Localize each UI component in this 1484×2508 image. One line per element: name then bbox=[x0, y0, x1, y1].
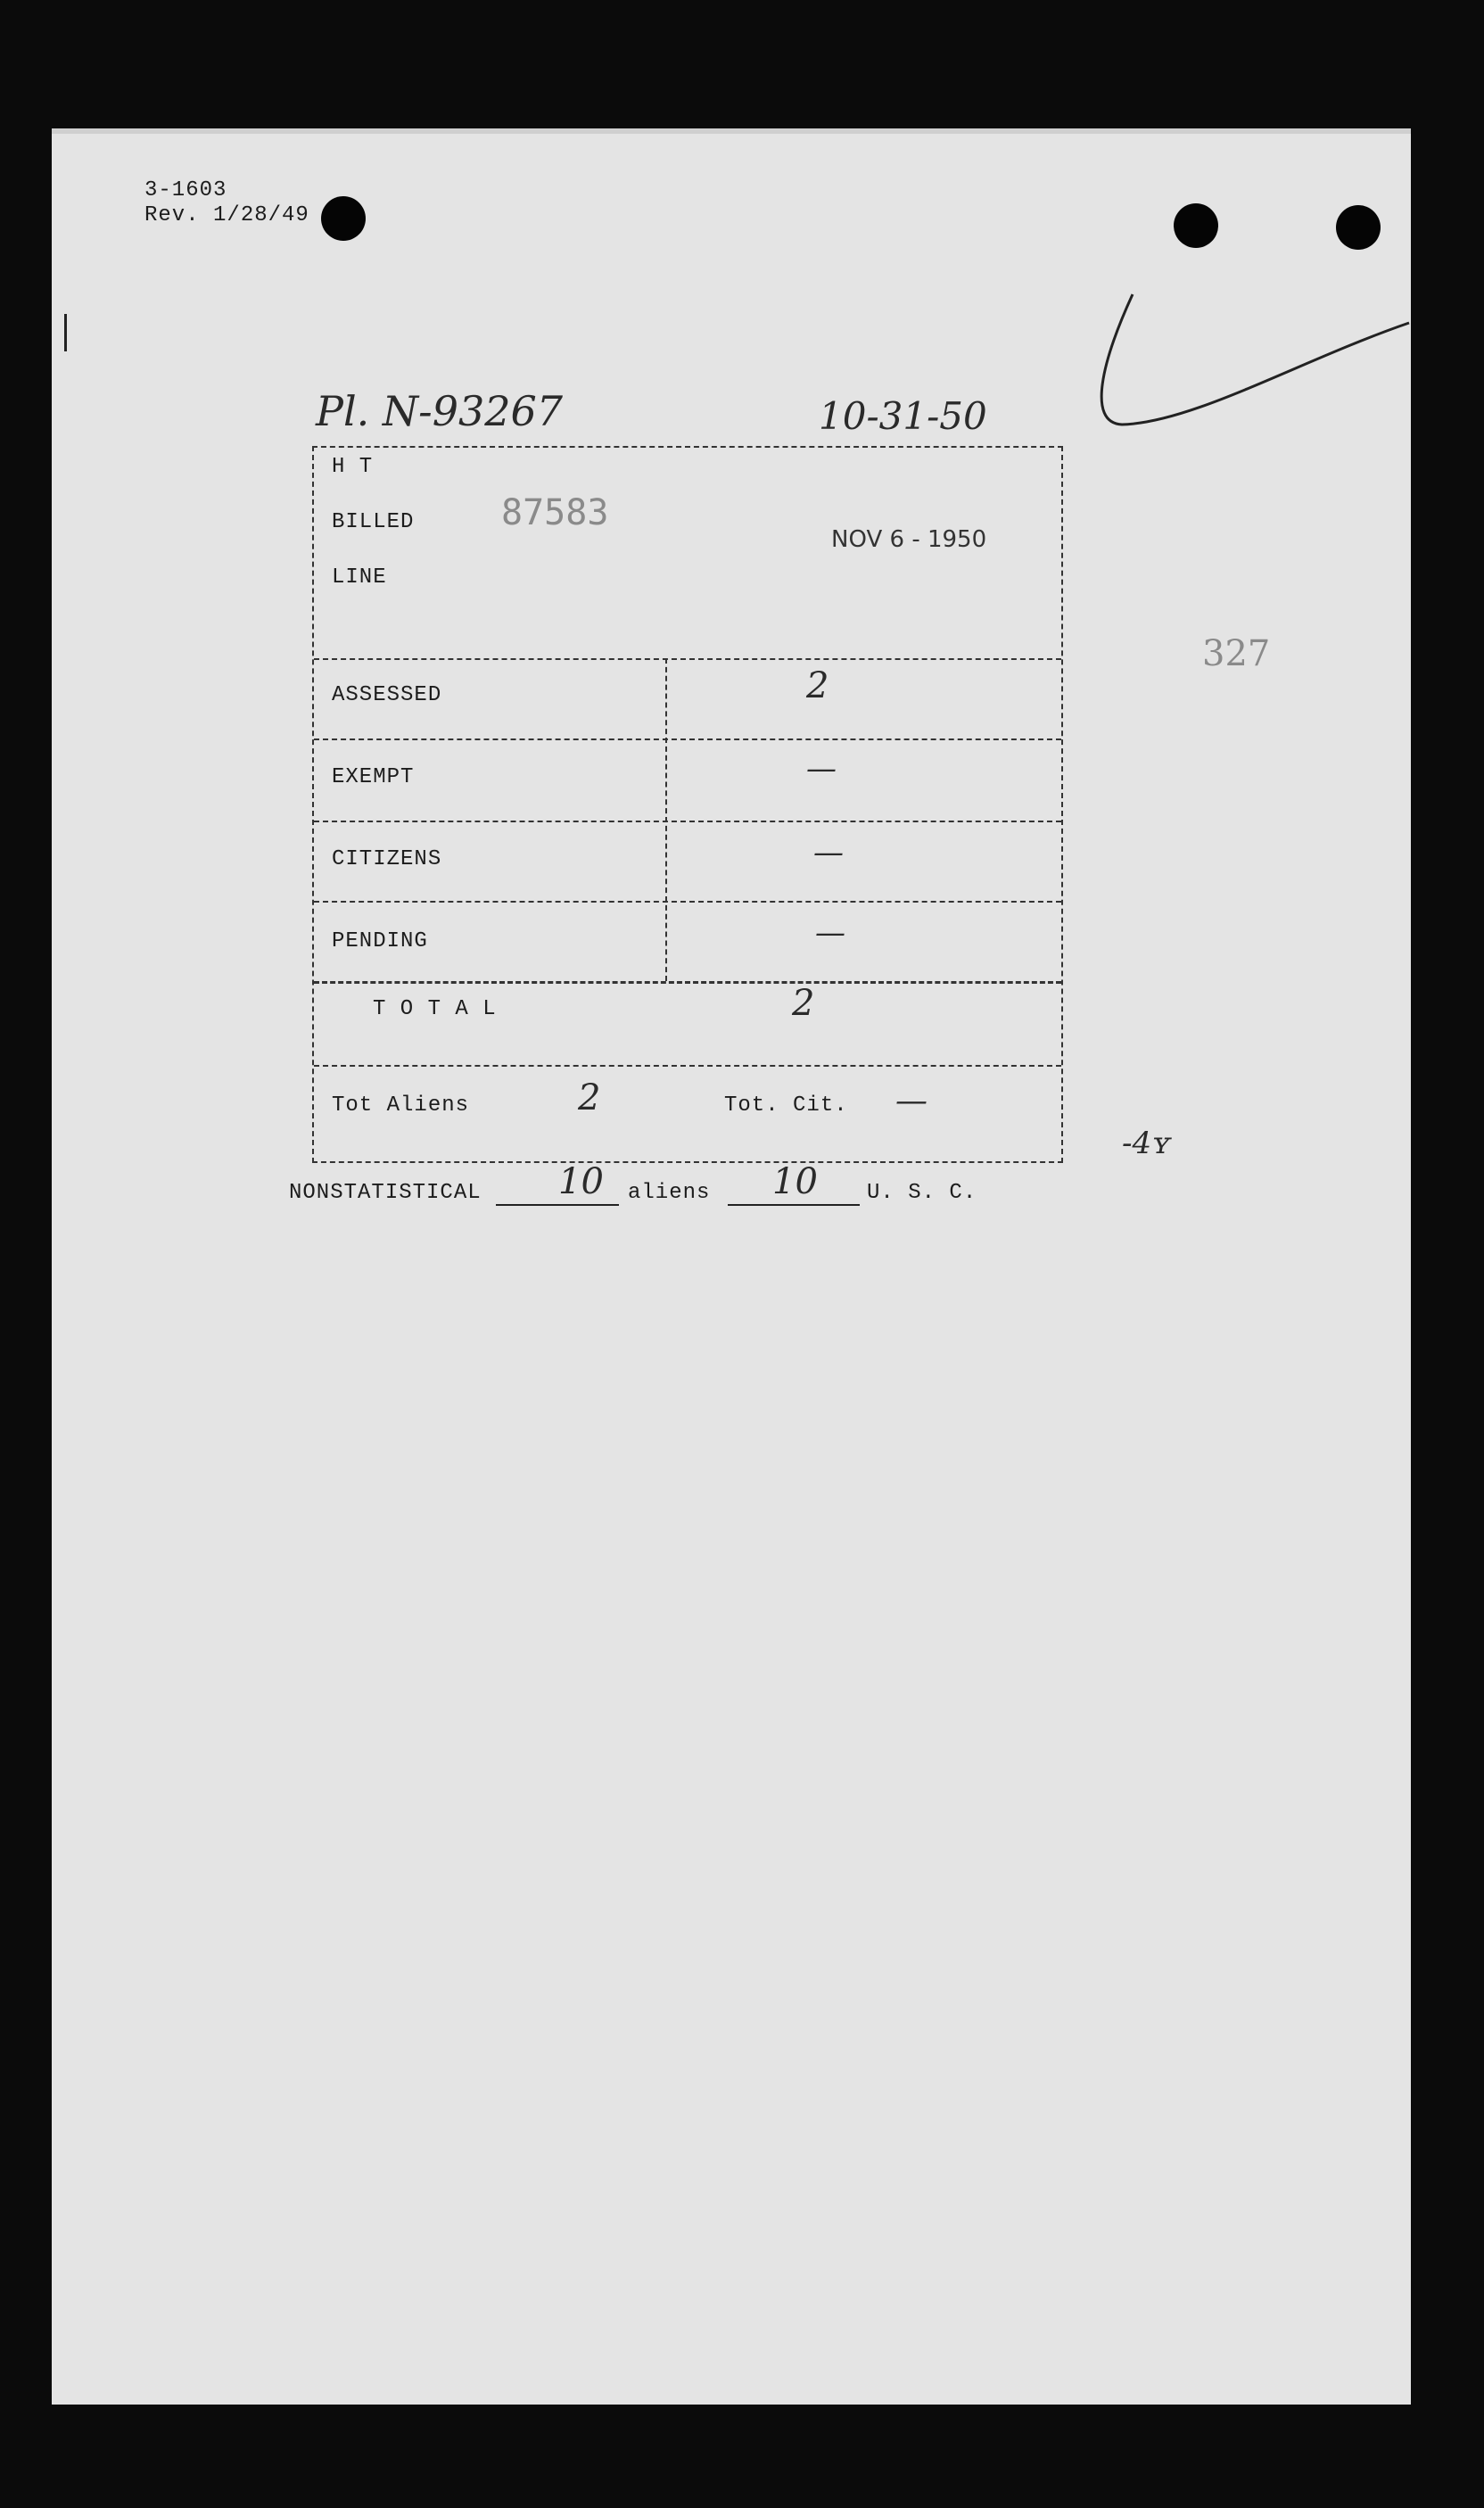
underline bbox=[496, 1204, 619, 1206]
value-total: 2 bbox=[792, 983, 815, 1024]
label-aliens: aliens bbox=[628, 1181, 711, 1205]
divider bbox=[314, 1065, 1061, 1067]
check-mark-icon bbox=[1086, 289, 1411, 441]
margin-note: -4ʏ bbox=[1122, 1126, 1172, 1161]
label-assessed: ASSESSED bbox=[332, 683, 442, 707]
punch-hole-right bbox=[1336, 205, 1381, 250]
label-total: T O T A L bbox=[373, 997, 497, 1021]
tally-form bbox=[312, 446, 1063, 1163]
file-reference: Pl. N-93267 bbox=[316, 387, 564, 435]
value-assessed: 2 bbox=[806, 665, 829, 706]
divider bbox=[314, 981, 1061, 984]
handwritten-date: 10-31-50 bbox=[819, 394, 987, 438]
document-page bbox=[52, 128, 1411, 2405]
column-divider bbox=[665, 658, 667, 981]
label-line: LINE bbox=[332, 565, 387, 590]
label-ht: H T bbox=[332, 455, 374, 479]
date-stamp: NOV 6 - 1950 bbox=[831, 526, 987, 553]
stamped-number: 87583 bbox=[501, 492, 609, 533]
value-nonstat-usc: 10 bbox=[772, 1161, 818, 1202]
label-billed: BILLED bbox=[332, 510, 415, 534]
divider bbox=[314, 901, 1061, 903]
form-number: 3-1603 bbox=[144, 178, 227, 202]
page-number: 327 bbox=[1202, 633, 1271, 674]
label-usc: U. S. C. bbox=[867, 1181, 977, 1205]
value-citizens: — bbox=[813, 835, 844, 870]
label-nonstatistical: NONSTATISTICAL bbox=[289, 1181, 482, 1205]
value-exempt: — bbox=[806, 751, 837, 787]
value-nonstat-aliens: 10 bbox=[558, 1161, 604, 1202]
label-tot-aliens: Tot Aliens bbox=[332, 1093, 470, 1118]
punch-hole-mid bbox=[1174, 203, 1218, 248]
label-tot-cit: Tot. Cit. bbox=[724, 1093, 848, 1118]
punch-hole-left bbox=[321, 196, 366, 241]
label-citizens: CITIZENS bbox=[332, 847, 442, 871]
value-pending: — bbox=[815, 915, 845, 951]
underline bbox=[728, 1204, 860, 1206]
divider bbox=[314, 738, 1061, 740]
divider bbox=[314, 821, 1061, 822]
value-tot-cit: — bbox=[895, 1083, 928, 1119]
label-pending: PENDING bbox=[332, 929, 428, 953]
form-revision: Rev. 1/28/49 bbox=[144, 203, 309, 227]
edge-mark bbox=[64, 314, 67, 351]
divider bbox=[314, 658, 1061, 660]
value-tot-aliens: 2 bbox=[578, 1077, 601, 1118]
label-exempt: EXEMPT bbox=[332, 765, 415, 789]
